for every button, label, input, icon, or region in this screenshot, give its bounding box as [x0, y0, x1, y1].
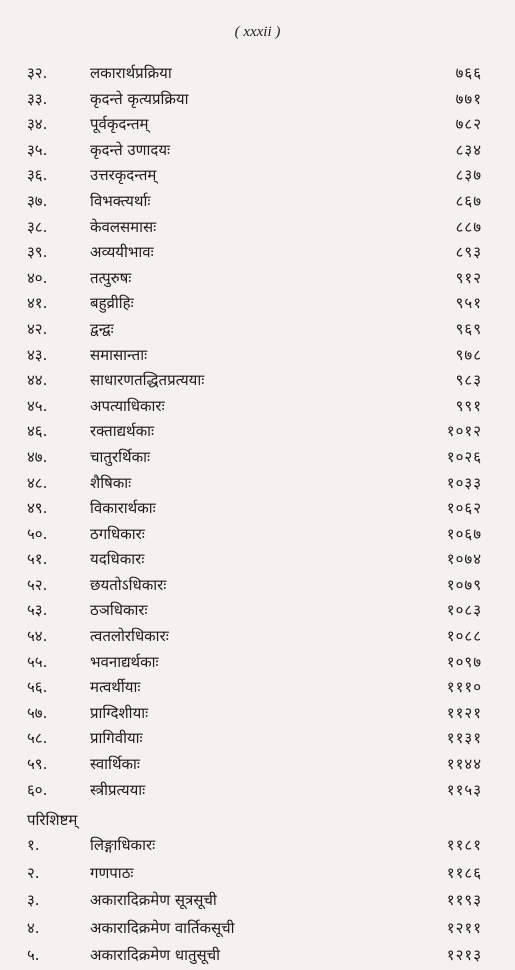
entry-page-number: १०१२ — [446, 422, 482, 441]
entry-title: विकारार्थकाः — [90, 499, 156, 518]
entry-page-number: ११९३ — [446, 891, 482, 910]
toc-row — [0, 343, 515, 369]
entry-page-number: १२१३ — [446, 946, 482, 965]
entry-page-number: १०६७ — [446, 524, 482, 543]
entry-number: ३५. — [27, 140, 48, 159]
toc-row — [0, 87, 515, 113]
entry-title: शैषिकाः — [90, 473, 132, 492]
entry-page-number: ९१२ — [455, 268, 482, 287]
entry-number: ४८. — [27, 473, 48, 492]
entry-title: केवलसमासः — [90, 217, 157, 236]
toc-row — [0, 317, 515, 343]
entry-number: ४०. — [27, 268, 48, 287]
entry-number: ५. — [27, 946, 40, 965]
entry-title: ठञधिकारः — [90, 601, 148, 620]
entry-number: ३७. — [27, 191, 48, 210]
entry-title: अकारादिक्रमेण वार्तिकसूची — [90, 918, 235, 937]
toc-row — [0, 915, 515, 943]
toc-row — [0, 419, 515, 445]
entry-number: २. — [27, 863, 40, 882]
entry-page-number: ७७१ — [455, 89, 482, 108]
toc-entries — [0, 61, 515, 803]
toc-row — [0, 573, 515, 599]
toc-row — [0, 624, 515, 650]
toc-row — [0, 368, 515, 394]
entry-title: प्रागिवीयाः — [90, 729, 143, 748]
entry-title: उत्तरकृदन्तम् — [90, 166, 157, 185]
toc-row — [0, 138, 515, 164]
entry-page-number: ९६९ — [455, 319, 482, 338]
entry-page-number: ८३७ — [455, 166, 482, 185]
entry-number: ५६. — [27, 678, 48, 697]
toc-row — [0, 887, 515, 915]
entry-title: लकारार्थप्रक्रिया — [90, 64, 172, 82]
entry-title: विभक्त्यर्थाः — [90, 191, 151, 210]
entry-number: ५०. — [27, 524, 48, 543]
toc-row — [0, 752, 515, 778]
entry-number: ५१. — [27, 550, 48, 569]
toc-row — [0, 522, 515, 548]
toc-row — [0, 445, 515, 471]
entry-page-number: ११८१ — [446, 836, 482, 855]
toc-row — [0, 471, 515, 497]
entry-page-number: ९५१ — [455, 294, 482, 313]
toc-row — [0, 240, 515, 266]
toc-row — [0, 61, 515, 87]
toc-row — [0, 394, 515, 420]
toc-row — [0, 860, 515, 888]
entry-title: त्वतलोरधिकारः — [90, 627, 169, 646]
entry-number: ५९. — [27, 755, 48, 774]
entry-number: ३६. — [27, 166, 48, 185]
toc-row — [0, 942, 515, 970]
entry-page-number: ११४४ — [446, 755, 482, 774]
toc-row — [0, 675, 515, 701]
entry-number: ४. — [27, 918, 40, 937]
entry-title: कृदन्ते कृत्यप्रक्रिया — [90, 89, 189, 108]
toc-row — [0, 496, 515, 522]
entry-title: स्त्रीप्रत्ययाः — [90, 780, 146, 799]
toc-row — [0, 598, 515, 624]
entry-page-number: ११८६ — [446, 863, 482, 882]
entry-number: ४७. — [27, 447, 48, 466]
entry-page-number: १०७४ — [446, 550, 482, 569]
entry-number: ५३. — [27, 601, 48, 620]
appendix-entries — [0, 832, 515, 970]
table-of-contents — [0, 61, 515, 970]
entry-page-number: ९८३ — [455, 371, 482, 390]
toc-row — [0, 291, 515, 317]
entry-number: ४५. — [27, 396, 48, 415]
entry-number: ५४. — [27, 627, 48, 646]
entry-title: अकारादिक्रमेण सूत्रसूची — [90, 891, 217, 910]
entry-title: पूर्वकृदन्तम् — [90, 115, 149, 134]
entry-page-number: १०७९ — [446, 575, 482, 594]
entry-title: चातुरर्थिकाः — [90, 447, 151, 466]
entry-number: ५२. — [27, 575, 48, 594]
toc-row — [0, 701, 515, 727]
entry-title: तत्पुरुषः — [90, 268, 132, 287]
entry-number: ३४. — [27, 115, 48, 134]
entry-title: रक्ताद्यर्थकाः — [90, 422, 155, 441]
entry-title: समासान्ताः — [90, 345, 148, 364]
entry-title: अकारादिक्रमेण धातुसूची — [90, 946, 221, 965]
entry-title: प्राग्दिशीयाः — [90, 703, 149, 722]
entry-page-number: ८३४ — [455, 140, 482, 159]
entry-title: यदधिकारः — [90, 550, 145, 569]
entry-title: भवनाद्यर्थकाः — [90, 652, 159, 671]
page-number: ( xxxii ) — [234, 24, 281, 40]
toc-row — [0, 832, 515, 860]
entry-number: ४४. — [27, 371, 48, 390]
toc-row — [0, 215, 515, 241]
toc-row — [0, 650, 515, 676]
entry-title: ठगधिकारः — [90, 524, 145, 543]
entry-number: ४६. — [27, 422, 48, 441]
entry-page-number: ९७८ — [455, 345, 482, 364]
entry-page-number: ७८२ — [455, 115, 482, 134]
entry-number: ३. — [27, 891, 40, 910]
entry-page-number: ८६७ — [455, 191, 482, 210]
entry-page-number: ११२१ — [446, 703, 482, 722]
toc-row — [0, 778, 515, 804]
entry-page-number: ११३१ — [446, 729, 482, 748]
entry-page-number: १११० — [446, 678, 482, 697]
entry-number: ३८. — [27, 217, 48, 236]
entry-number: ३३. — [27, 89, 48, 108]
entry-page-number: १०२६ — [446, 447, 482, 466]
entry-number: ३२. — [27, 64, 48, 82]
toc-row — [0, 547, 515, 573]
entry-title: स्वार्थिकाः — [90, 755, 140, 774]
entry-number: ६०. — [27, 780, 48, 799]
entry-number: ५५. — [27, 652, 48, 671]
entry-title: द्वन्द्वः — [90, 319, 114, 338]
entry-page-number: ८९३ — [455, 243, 482, 262]
toc-row — [0, 726, 515, 752]
entry-number: ५७. — [27, 703, 48, 722]
appendix-heading: परिशिष्टम् — [27, 811, 78, 830]
entry-title: साधारणतद्धितप्रत्ययाः — [90, 371, 205, 390]
entry-number: ४९. — [27, 499, 48, 518]
entry-page-number: १०९७ — [446, 652, 482, 671]
toc-row — [0, 189, 515, 215]
entry-title: बहुव्रीहिः — [90, 294, 134, 313]
entry-page-number: १२११ — [446, 918, 482, 937]
toc-row — [0, 112, 515, 138]
entry-page-number: ८८७ — [455, 217, 482, 236]
entry-title: मत्वर्थीयाः — [90, 678, 141, 697]
entry-number: ४२. — [27, 319, 48, 338]
entry-number: ४१. — [27, 294, 48, 313]
toc-row — [0, 163, 515, 189]
entry-title: लिङ्गाधिकारः — [90, 836, 156, 855]
entry-title: गणपाठः — [90, 863, 134, 882]
entry-page-number: ९९१ — [455, 396, 482, 415]
toc-row — [0, 266, 515, 292]
entry-page-number: १०६२ — [446, 499, 482, 518]
entry-page-number: ११५३ — [446, 780, 482, 799]
entry-title: अव्ययीभावः — [90, 243, 154, 262]
entry-title: अपत्याधिकारः — [90, 396, 165, 415]
entry-page-number: १०८८ — [446, 627, 482, 646]
entry-title: कृदन्ते उणादयः — [90, 140, 171, 159]
entry-title: छयतोऽधिकारः — [90, 575, 167, 594]
entry-number: १. — [27, 836, 40, 855]
entry-number: ३९. — [27, 243, 48, 262]
entry-number: ५८. — [27, 729, 48, 748]
entry-page-number: १०८३ — [446, 601, 482, 620]
entry-page-number: ७६६ — [455, 64, 482, 82]
entry-page-number: १०३३ — [446, 473, 482, 492]
entry-number: ४३. — [27, 345, 48, 364]
